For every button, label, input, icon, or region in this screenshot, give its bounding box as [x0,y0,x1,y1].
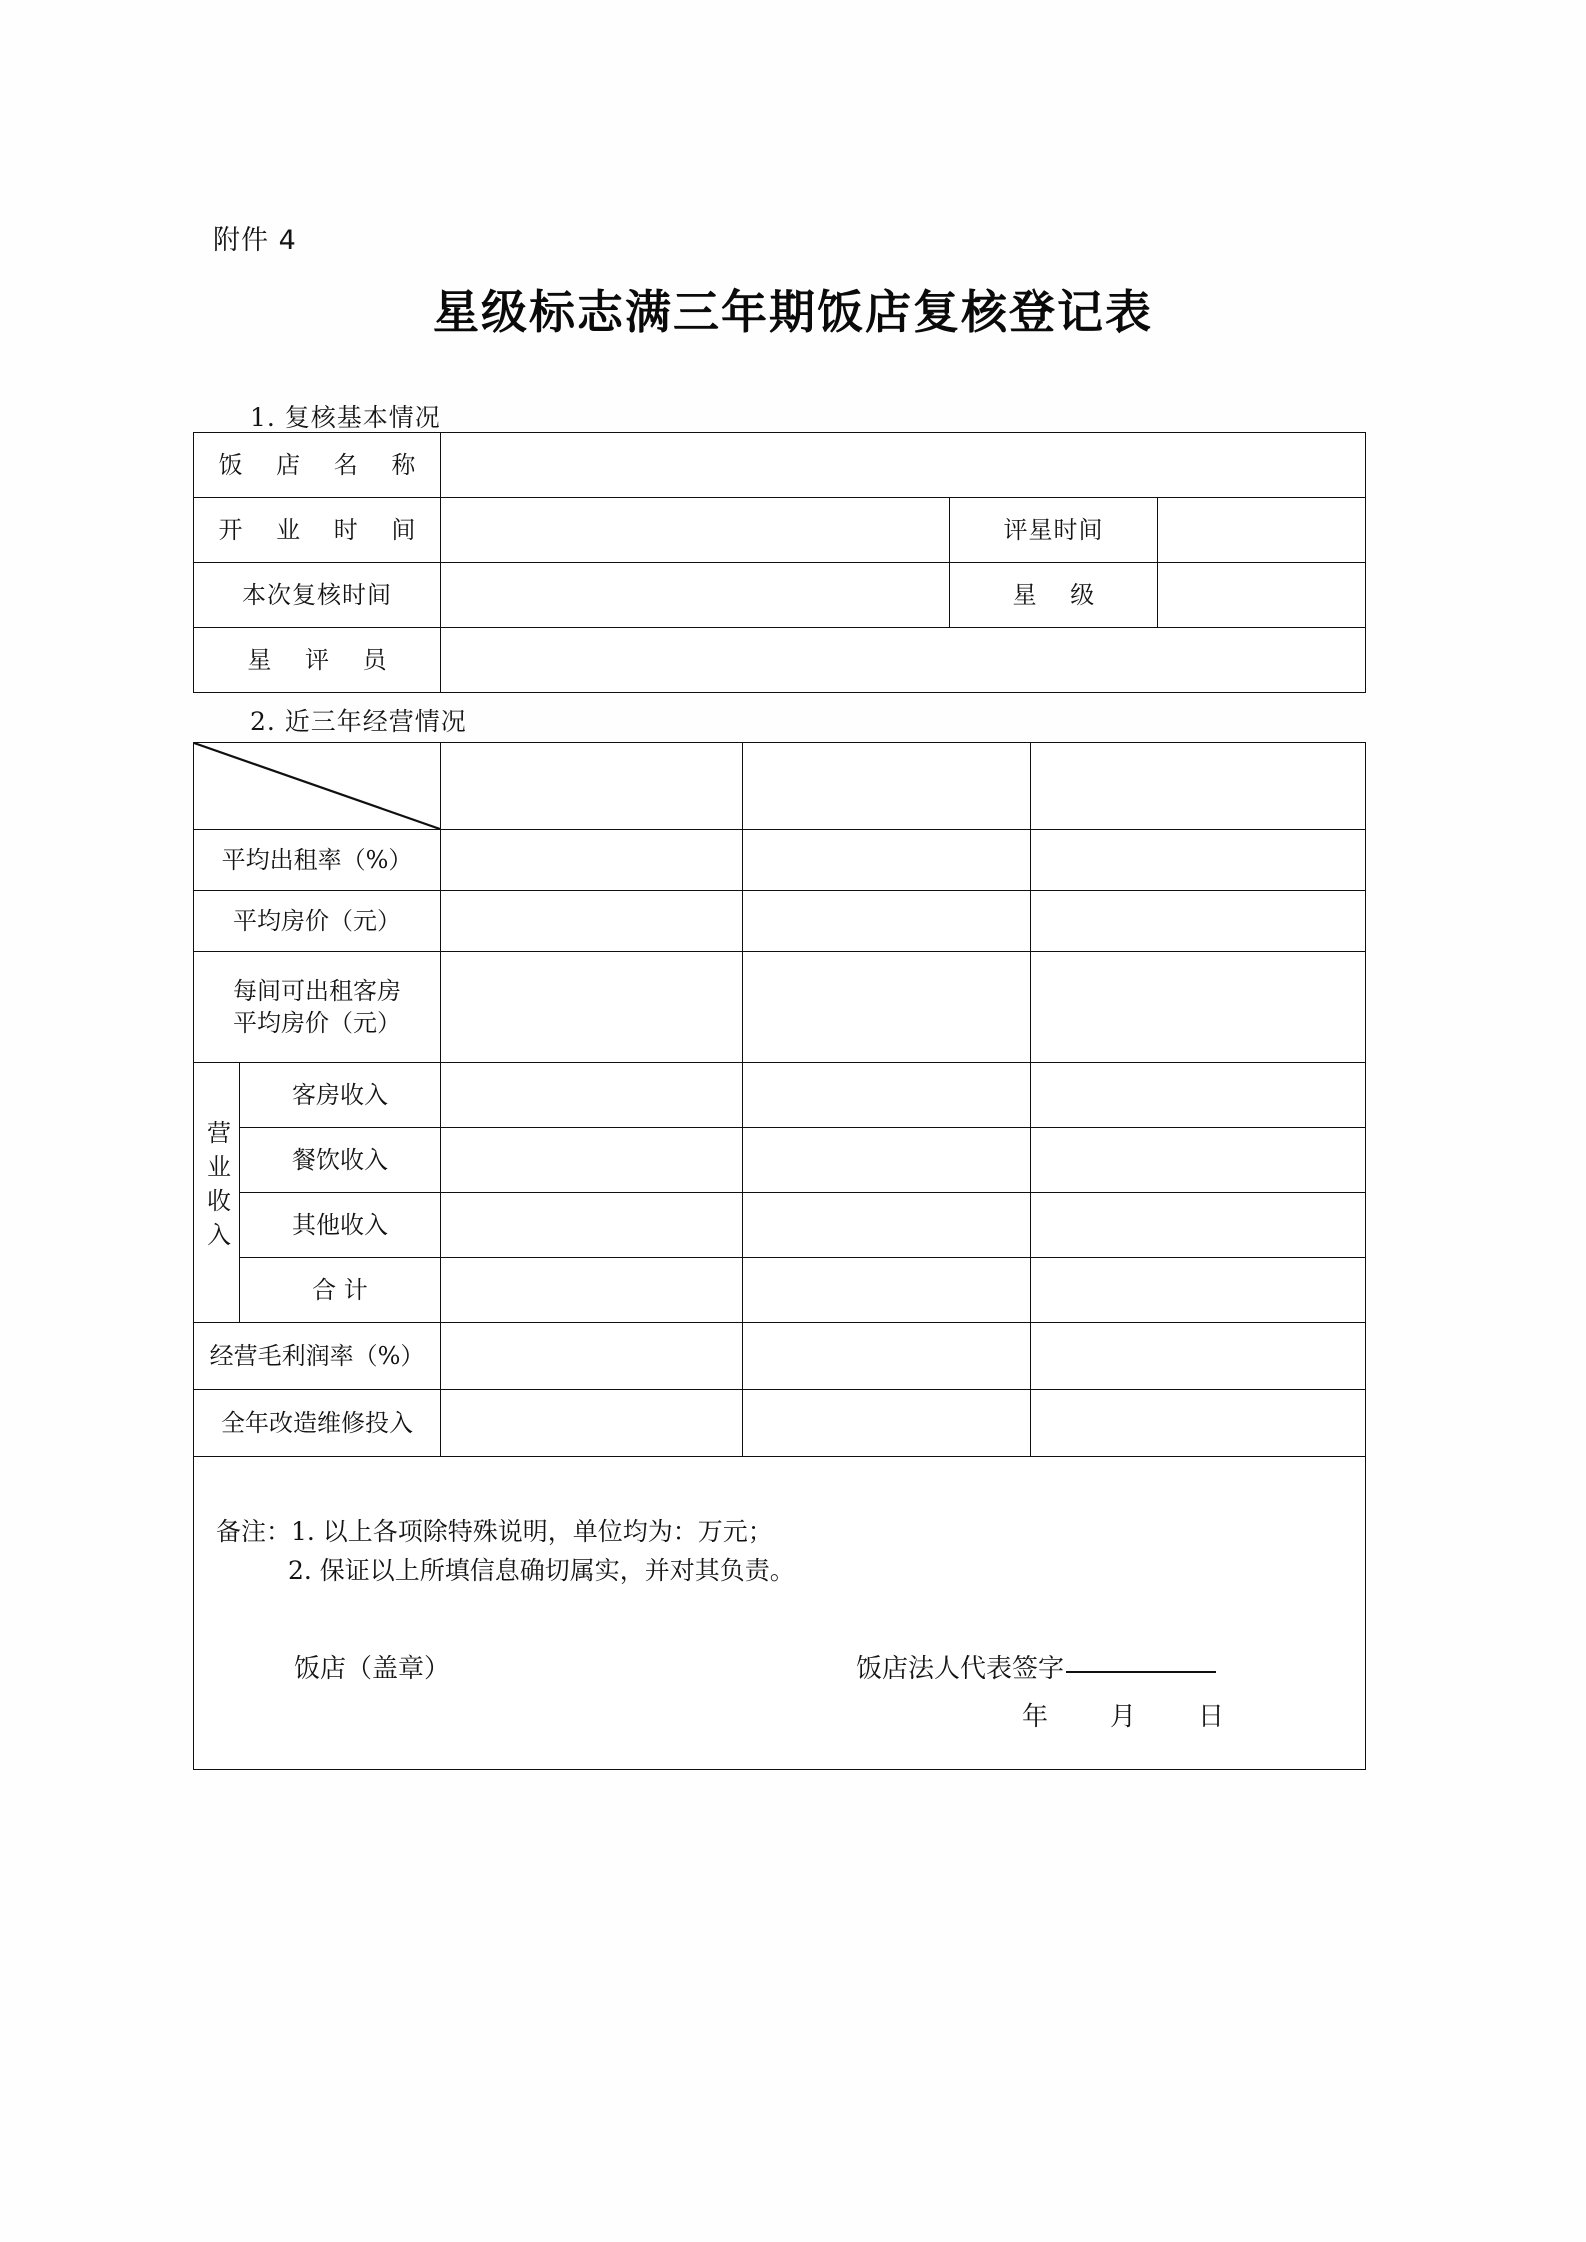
field-fnb-revenue-y3[interactable] [1031,1128,1366,1193]
label-rating-date: 评星时间 [1003,515,1104,544]
table-row [194,1258,1366,1323]
cell-label-rating-date [950,498,1158,563]
signature-underline[interactable] [1066,1671,1216,1673]
group-label-operating-revenue [194,1063,240,1323]
field-fnb-revenue-y1[interactable] [441,1128,743,1193]
date-month-label: 月 [1110,1701,1137,1732]
field-annual-renovation-y1[interactable] [441,1390,743,1457]
label-revpar-line1: 每间可出租客房 [233,976,401,1005]
field-review-date[interactable] [441,563,950,628]
cell-label-review-date [194,563,441,628]
field-gross-margin-y3[interactable] [1031,1323,1366,1390]
field-open-date[interactable] [441,498,950,563]
field-total-revenue-y2[interactable] [743,1258,1031,1323]
table-row [194,891,1366,952]
label-annual-renovation: 全年改造维修投入 [194,1390,441,1457]
attachment-label: 附件 4 [213,225,297,256]
field-gross-margin-y2[interactable] [743,1323,1031,1390]
field-gross-margin-y1[interactable] [441,1323,743,1390]
table-header-row [194,743,1366,830]
notes-block [194,1457,1365,1769]
label-revpar-line2: 平均房价（元） [233,1009,401,1037]
field-other-revenue-y1[interactable] [441,1193,743,1258]
legal-rep-signature[interactable] [856,1649,1216,1689]
label-revpar [194,952,441,1063]
diagonal-line-icon [194,743,440,829]
table-row [194,433,1366,498]
field-star-level[interactable] [1158,563,1366,628]
label-hotel-name: 饭 店 名 称 [218,450,429,479]
field-room-revenue-y3[interactable] [1031,1063,1366,1128]
table-row [194,1457,1366,1770]
table-row [194,498,1366,563]
section-heading-basic-info: 1. 复核基本情况 [250,403,441,432]
date-day-label: 日 [1198,1701,1225,1732]
cell-label-hotel-name [194,433,441,498]
label-avg-room-rate: 平均房价（元） [194,891,441,952]
table-row [194,1128,1366,1193]
notes-and-signature-cell [194,1457,1366,1770]
table-row [194,628,1366,693]
field-room-revenue-y1[interactable] [441,1063,743,1128]
label-gross-margin: 经营毛利润率（%） [194,1323,441,1390]
note-line-1: 备注：1. 以上各项除特殊说明，单位均为：万元； [216,1517,773,1546]
field-avg-occupancy-y1[interactable] [441,830,743,891]
header-year-1[interactable] [441,743,743,830]
cell-label-star-level [950,563,1158,628]
field-rating-date[interactable] [1158,498,1366,563]
field-room-revenue-y2[interactable] [743,1063,1031,1128]
label-avg-occupancy: 平均出租率（%） [194,830,441,891]
signature-row [216,1649,1365,1769]
field-other-revenue-y3[interactable] [1031,1193,1366,1258]
field-avg-occupancy-y3[interactable] [1031,830,1366,891]
table-basic-info [193,432,1366,693]
label-inspector: 星 评 员 [247,645,400,674]
field-inspector[interactable] [441,628,1366,693]
label-review-date: 本次复核时间 [242,580,392,609]
label-star-level: 星 级 [1012,580,1108,609]
field-avg-room-rate-y1[interactable] [441,891,743,952]
header-year-2[interactable] [743,743,1031,830]
field-revpar-y1[interactable] [441,952,743,1063]
field-total-revenue-y1[interactable] [441,1258,743,1323]
date-line[interactable] [1022,1697,1224,1737]
table-row [194,563,1366,628]
field-total-revenue-y3[interactable] [1031,1258,1366,1323]
table-row [194,1323,1366,1390]
field-other-revenue-y2[interactable] [743,1193,1031,1258]
label-other-revenue: 其他收入 [240,1193,441,1258]
note-line-2: 2. 保证以上所填信息确切属实，并对其负责。 [288,1555,795,1585]
label-open-date: 开 业 时 间 [218,515,429,544]
legal-rep-signature-label: 饭店法人代表签字 [856,1653,1065,1684]
cell-label-open-date [194,498,441,563]
field-annual-renovation-y2[interactable] [743,1390,1031,1457]
field-avg-room-rate-y2[interactable] [743,891,1031,952]
label-room-revenue: 客房收入 [240,1063,441,1128]
section-heading-operations: 2. 近三年经营情况 [250,707,467,736]
field-avg-occupancy-y2[interactable] [743,830,1031,891]
date-year-label: 年 [1022,1701,1049,1732]
field-revpar-y3[interactable] [1031,952,1366,1063]
table-row [194,1193,1366,1258]
table-row [194,1063,1366,1128]
hotel-stamp-label: 饭店（盖章） [294,1653,451,1684]
field-fnb-revenue-y2[interactable] [743,1128,1031,1193]
field-hotel-name[interactable] [441,433,1366,498]
label-fnb-revenue: 餐饮收入 [240,1128,441,1193]
cell-label-inspector [194,628,441,693]
corner-diagonal-cell [194,743,441,830]
field-revpar-y2[interactable] [743,952,1031,1063]
table-row [194,830,1366,891]
table-row [194,952,1366,1063]
label-operating-revenue: 营业收入 [202,1120,231,1257]
page-title: 星级标志满三年期饭店复核登记表 [433,285,1153,339]
field-annual-renovation-y3[interactable] [1031,1390,1366,1457]
table-operations [193,742,1366,1770]
label-total-revenue: 合 计 [240,1258,441,1323]
header-year-3[interactable] [1031,743,1366,830]
table-row [194,1390,1366,1457]
field-avg-room-rate-y3[interactable] [1031,891,1366,952]
